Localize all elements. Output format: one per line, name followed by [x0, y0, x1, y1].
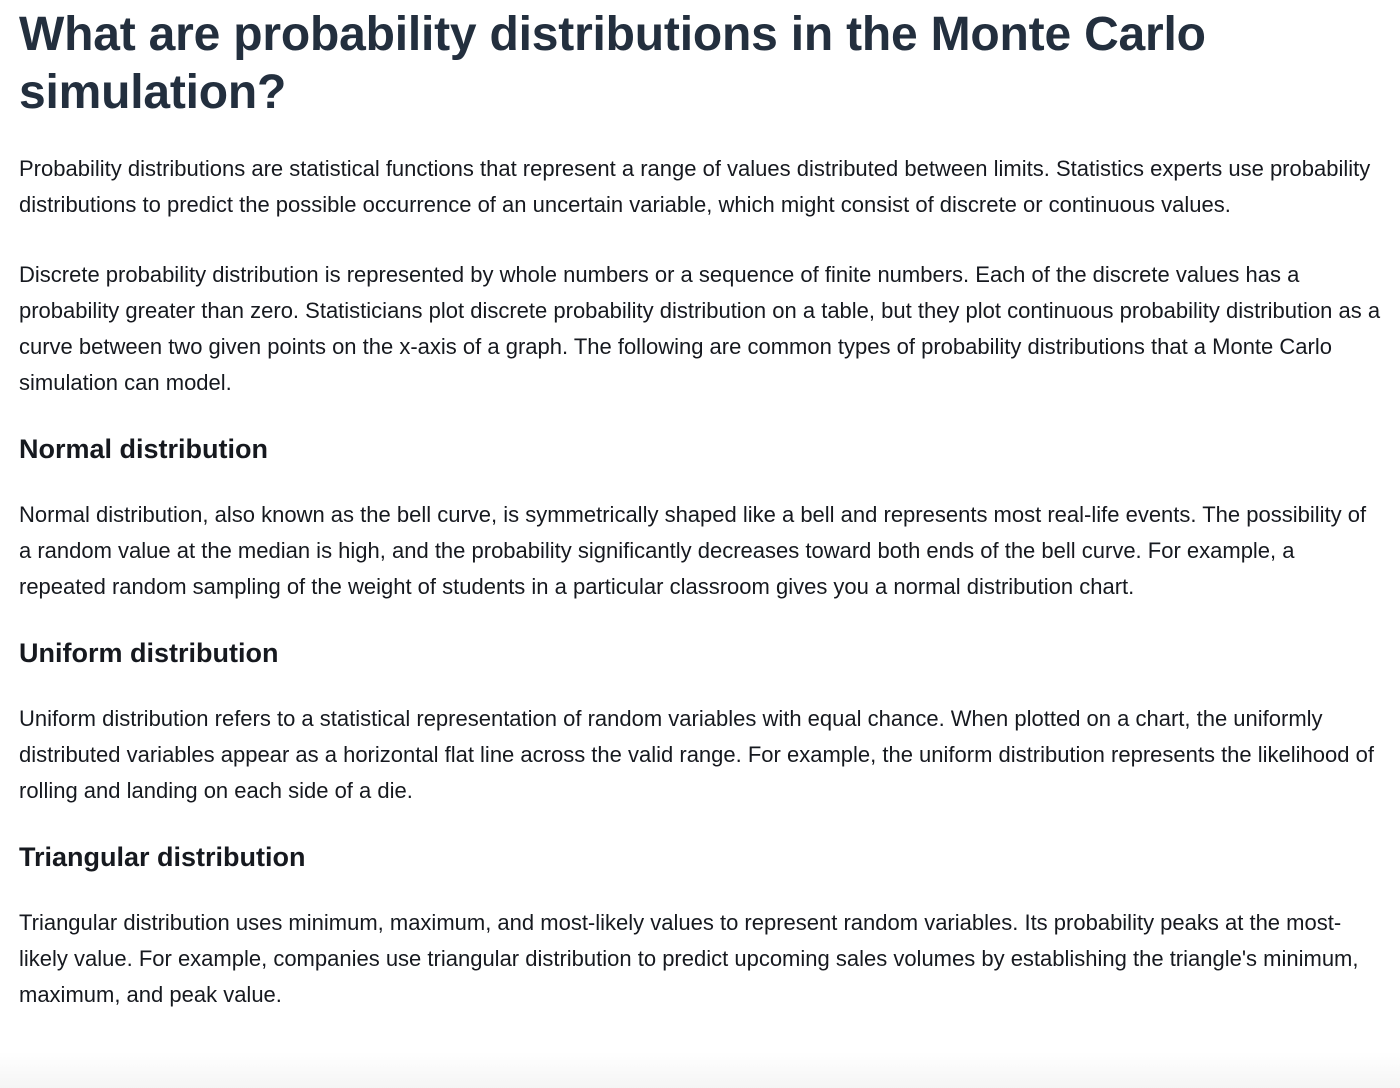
- section-body: Uniform distribution refers to a statistical representation of random variables with equal chance. When plotted on a chart, the uniformly distributed variables appear as a horizontal flat line across the valid range. For example, the uniform distribution represents the likelihood of rolling and landing on each side of a die.: [19, 706, 1374, 803]
- section-heading: Uniform distribution: [19, 638, 279, 668]
- article: [19, 0, 1381, 1013]
- page-title: What are probability distributions in the Monte Carlo simulation?: [19, 8, 1206, 119]
- section-body: Normal distribution, also known as the bell curve, is symmetrically shaped like a bell and represents most real-life events. The possibility of a random value at the median is high, and the probability significantly decreases toward both ends of the bell curve. For example, a repeated random sampling of the weight of students in a particular classroom gives you a normal distribution chart.: [19, 502, 1367, 599]
- section-uniform-distribution: [19, 635, 1381, 809]
- bottom-fade: [0, 1052, 1400, 1088]
- intro-paragraph-2: Discrete probability distribution is represented by whole numbers or a sequence of finite numbers. Each of the discrete values has a probability greater than zero. Statisticians plot discrete probability distribution on a table, but they plot continuous probability distribution as a curve between two given points on the x-axis of a graph. The following are common types of probability distributions that a Monte Carlo simulation can model.: [19, 262, 1381, 395]
- section-heading: Triangular distribution: [19, 842, 306, 872]
- section-body: Triangular distribution uses minimum, maximum, and most-likely values to represent random variables. Its probability peaks at the most-likely value. For example, companies use triangular distribution to predict upcoming sales volumes by establishing the triangle's minimum, maximum, and peak value.: [19, 910, 1359, 1007]
- intro-paragraph-1: Probability distributions are statistical functions that represent a range of values distributed between limits. Statistics experts use probability distributions to predict the possible occurrence of an uncertain variable, which might consist of discrete or continuous values.: [19, 156, 1371, 217]
- section-triangular-distribution: [19, 839, 1381, 1013]
- section-heading: Normal distribution: [19, 434, 268, 464]
- section-normal-distribution: [19, 431, 1381, 605]
